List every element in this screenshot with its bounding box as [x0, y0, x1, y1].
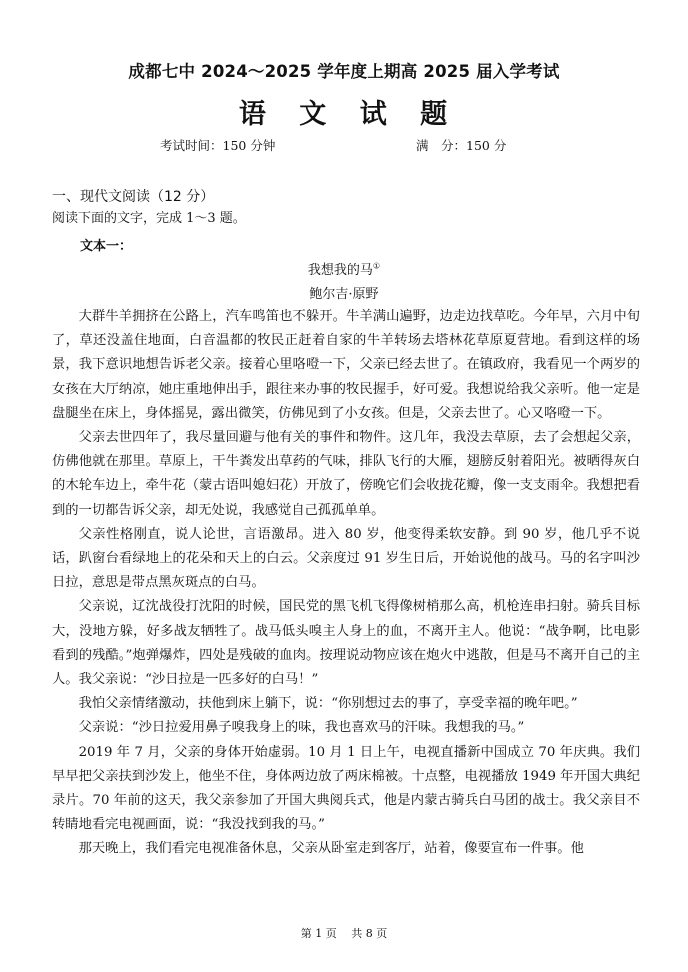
subject-title: 语 文 试 题: [238, 99, 460, 130]
paragraph: 父亲性格刚直，说人论世，言语激昂。进入 80 岁，他变得柔软安静。到 90 岁，他几乎不说话，趴窗台看绿地上的花朵和天上的白云。父亲度过 91 岁生日后，开始说他的战马。马的名字叫沙日拉，意思是带点黑灰斑点的白马。: [52, 526, 640, 591]
article-author: 鲍尔吉·原野: [309, 287, 379, 302]
article-body: [52, 305, 640, 862]
paragraph: 父亲说，辽沈战役打沈阳的时候，国民党的黑飞机飞得像树梢那么高，机枪连串扫射。骑兵目标大，没地方躲，好多战友牺牲了。战马低头嗅主人身上的血，不离开主人。他说：“战争啊，比电影看到的残酷。”炮弹爆炸，四处是残破的血肉。按理说动物应该在炮火中逃散，但是马不离开自己的主人。我父亲说：“沙日拉是一匹多好的白马！”: [52, 599, 640, 688]
paragraph: 2019 年 7 月，父亲的身体开始虚弱。10 月 1 日上午，电视直播新中国成立 70 年庆典。我们早早把父亲扶到沙发上，他坐不住，身体两边放了两床棉被。十点整，电视播放 1949 年开国大典纪录片。70 年前的这天，我父亲参加了开国大典阅兵式，他是内蒙古骑兵白马团的战士。我父亲目不转睛地看完电视画面，说：“我没找到我的马。”: [52, 744, 640, 833]
article-title: [0, 259, 688, 278]
exam-score: 满 分：150 分: [416, 138, 507, 153]
exam-time: 考试时间：150 分钟: [160, 138, 276, 153]
paragraph: 我怕父亲情绪激动，扶他到床上躺下，说：“你别想过去的事了，享受幸福的晚年吧。”: [78, 696, 578, 712]
page-footer: 第 1 页 共 8 页: [300, 927, 388, 940]
exam-title: 成都七中 2024～2025 学年度上期高 2025 届入学考试: [128, 62, 560, 81]
section-instruction: 阅读下面的文字，完成 1～3 题。: [52, 211, 246, 226]
paragraph: 父亲说：“沙日拉爱用鼻子嗅我身上的味，我也喜欢马的汗味。我想我的马。”: [78, 720, 525, 736]
section-heading: 一、现代文阅读（12 分）: [52, 189, 215, 205]
paragraph: 父亲去世四年了，我尽量回避与他有关的事件和物件。这几年，我没去草原，去了会想起父亲，仿佛他就在那里。草原上，干牛粪发出草药的气味，排队飞行的大雁，翅膀反射着阳光。被晒得灰白的木轮车边上，牵牛花（蒙古语叫媳妇花）开放了，傍晚它们会收拢花瓣，像一支支雨伞。我想把看到的一切都告诉父亲，却无处说，我感觉自己孤孤单单。: [52, 430, 640, 518]
footnote-mark: ①: [372, 261, 381, 271]
text-label: 文本一：: [80, 239, 133, 254]
article-title-text: 我想我的马: [307, 263, 373, 278]
paragraph: 大群牛羊拥挤在公路上，汽车鸣笛也不躲开。牛羊满山遍野，边走边找草吃。今年早，六月中旬了，草还没盖住地面，白音温都的牧民正赶着自家的牛羊转场去塔林花草原夏营地。看到这样的场景，我下意识地想告诉老父亲。接着心里咯噔一下，父亲已经去世了。在镇政府，我看见一个两岁的女孩在大厅纳凉，她庄重地伸出手，跟往来办事的牧民握手，好可爱。我想说给我父亲听。他一定是盘腿坐在床上，身体摇晃，露出微笑，仿佛见到了小女孩。但是，父亲去世了。心又咯噔一下。: [52, 309, 640, 421]
paragraph: 那天晚上，我们看完电视准备休息，父亲从卧室走到客厅，站着，像要宣布一件事。他: [78, 841, 584, 857]
